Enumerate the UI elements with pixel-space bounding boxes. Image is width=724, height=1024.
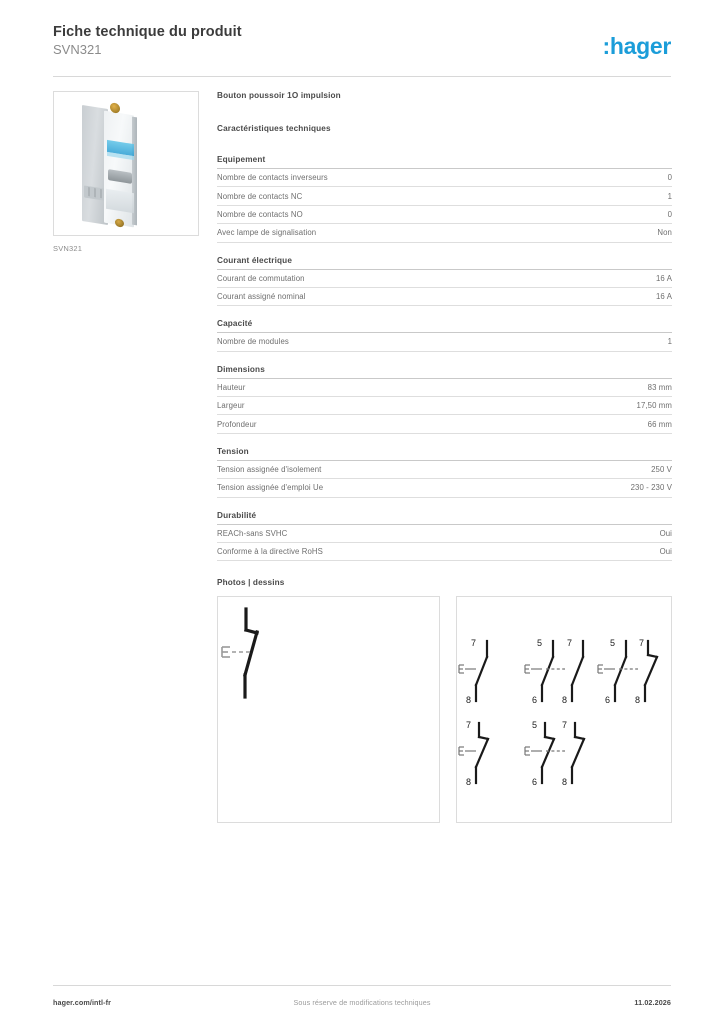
svg-text:7: 7: [470, 638, 476, 649]
drawing-box-symbol: [217, 596, 440, 823]
spec-value: 66 mm: [647, 419, 672, 429]
spec-row: [217, 461, 672, 479]
page-subtitle: SVN321: [53, 42, 102, 57]
push-button-symbol-svg: [218, 597, 439, 822]
spec-label: Nombre de contacts inverseurs: [217, 173, 328, 183]
tech-specs-heading: Caractéristiques techniques: [217, 124, 331, 133]
spec-label: REACh-sans SVHC: [217, 528, 288, 538]
spec-value: 1: [667, 191, 672, 201]
spec-groups: [217, 155, 672, 561]
product-image: [53, 91, 199, 236]
spec-label: Hauteur: [217, 382, 246, 392]
spec-row: [217, 479, 672, 497]
spec-value: 0: [667, 173, 672, 183]
svg-text:7: 7: [561, 720, 567, 731]
svg-text:8: 8: [635, 695, 641, 706]
spec-label: Tension assignée d'isolement: [217, 464, 322, 474]
spec-label: Largeur: [217, 401, 245, 411]
page-title: Fiche technique du produit: [53, 24, 242, 40]
product-description: Bouton poussoir 1O impulsion: [217, 91, 341, 100]
contact-configurations-svg: [457, 597, 671, 822]
spec-value: 0: [667, 209, 672, 219]
svg-text:6: 6: [532, 695, 538, 706]
spec-row: [217, 206, 672, 224]
svg-text:5: 5: [609, 638, 615, 649]
spec-row: [217, 270, 672, 288]
spec-row: [217, 415, 672, 433]
svg-text:7: 7: [638, 638, 644, 649]
spec-row: [217, 187, 672, 205]
spec-value: 16 A: [655, 273, 672, 283]
spec-group: [217, 511, 672, 562]
svg-text:5: 5: [531, 720, 537, 731]
drawings-row: [217, 596, 672, 823]
device-terminal-screw-bottom: [115, 218, 124, 227]
spec-value: Oui: [659, 528, 672, 538]
hager-logo: :hager: [602, 33, 671, 59]
spec-value: 1: [667, 337, 672, 347]
product-image-caption: SVN321: [53, 244, 83, 253]
product-illustration: [82, 101, 144, 228]
spec-group-title: Capacité: [217, 319, 672, 333]
spec-label: Nombre de modules: [217, 337, 289, 347]
spec-group-title: Equipement: [217, 155, 672, 169]
header-divider: [53, 76, 671, 77]
spec-value: 230 - 230 V: [630, 483, 672, 493]
svg-text:6: 6: [532, 777, 538, 788]
main-content: [217, 91, 672, 823]
spec-group-title: Courant électrique: [217, 256, 672, 270]
spec-label: Courant de commutation: [217, 273, 305, 283]
spec-row: [217, 543, 672, 561]
spec-row: [217, 379, 672, 397]
svg-text:7: 7: [465, 720, 471, 731]
device-lower-panel: [106, 189, 134, 213]
spec-label: Conforme à la directive RoHS: [217, 547, 323, 557]
footer-divider: [53, 985, 671, 986]
spec-group: [217, 365, 672, 434]
spec-value: Non: [657, 228, 672, 238]
spec-group-title: Durabilité: [217, 511, 672, 525]
spec-label: Tension assignée d'emploi Ue: [217, 483, 324, 493]
svg-text:8: 8: [466, 695, 472, 706]
spec-group: [217, 319, 672, 351]
spec-label: Courant assigné nominal: [217, 292, 306, 302]
spec-label: Avec lampe de signalisation: [217, 228, 317, 238]
spec-label: Nombre de contacts NC: [217, 191, 303, 201]
spec-label: Nombre de contacts NO: [217, 209, 303, 219]
spec-label: Profondeur: [217, 419, 257, 429]
footer-disclaimer: Sous réserve de modifications techniques: [293, 998, 431, 1007]
svg-text:8: 8: [562, 695, 568, 706]
spec-row: [217, 224, 672, 242]
drawing-box-contacts: [456, 596, 672, 823]
svg-text:8: 8: [562, 777, 568, 788]
page-header: [53, 24, 671, 74]
spec-group: [217, 447, 672, 498]
page-footer: [53, 998, 671, 1010]
spec-row: [217, 333, 672, 351]
footer-date: 11.02.2026: [634, 998, 671, 1007]
spec-value: 16 A: [655, 292, 672, 302]
spec-row: [217, 288, 672, 306]
svg-text:7: 7: [566, 638, 572, 649]
spec-value: 17,50 mm: [636, 401, 672, 411]
spec-group: [217, 155, 672, 243]
spec-value: 250 V: [651, 464, 672, 474]
spec-row: [217, 169, 672, 187]
svg-text:5: 5: [536, 638, 542, 649]
spec-row: [217, 525, 672, 543]
spec-group-title: Dimensions: [217, 365, 672, 379]
spec-group-title: Tension: [217, 447, 672, 461]
spec-group: [217, 256, 672, 307]
spec-value: Oui: [659, 547, 672, 557]
spec-row: [217, 397, 672, 415]
spec-value: 83 mm: [647, 382, 672, 392]
photos-drawings-heading: Photos | dessins: [217, 578, 285, 588]
svg-text:6: 6: [605, 695, 611, 706]
footer-website[interactable]: hager.com/intl-fr: [53, 998, 112, 1007]
svg-text:8: 8: [466, 777, 472, 788]
